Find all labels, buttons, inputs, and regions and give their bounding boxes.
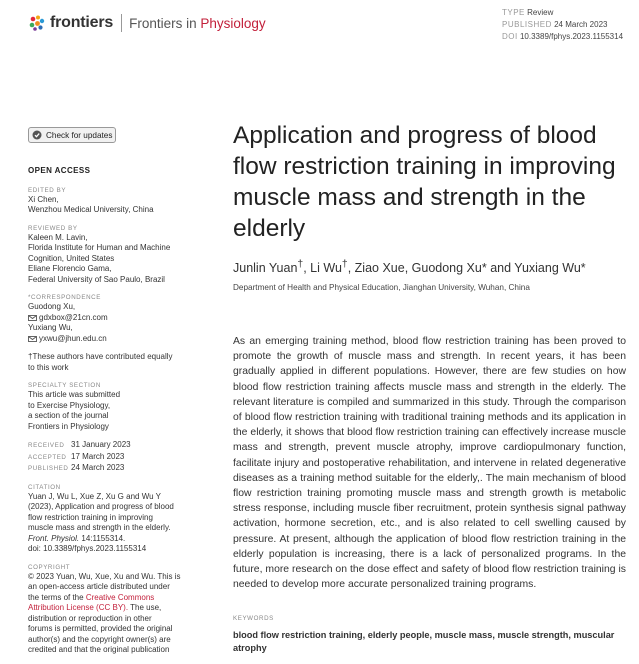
citation-section — [28, 483, 188, 555]
author-mark: † — [341, 259, 348, 270]
author-name[interactable]: Li Wu — [310, 261, 342, 276]
abstract-text: As an emerging training method, blood flow restriction training has been proved to promote the growth of muscle mass and strength. In recent years, it has been gradually applied in different populations. However, there are few studies on how blood flow restriction training affects muscle mass and strength in the elderly. The relevant literature is compiled and summarized in this study. Through the comparison of blood flow restriction training with traditional training methods and its application in the elderly, it shows that blood flow restriction training can effectively increase muscle mass and strength, prevent muscle atrophy, improve cardiopulmonary function, facilitate injury and postoperative rehabilitation, and intervene in related degenerative diseases as a training method suitable for the elderly,. The main mechanism of blood flow restriction training promoting muscle mass and strength growth is metabolic stress response, including muscle fiber recruitment, protein synthesis signal pathway activation, hormone secretion, etc., and is also related to cell swelling caused by pressure. At present, although the application of blood flow restriction training in the elderly population is increasing, there is a lack of personalized programs. In the future, more research on the dose effect and safety of blood flow restriction training is needed to develop more accurate personalized training programs. — [233, 336, 626, 591]
article-meta — [502, 7, 623, 43]
equal-note-line: †These authors have contributed equally — [28, 352, 173, 361]
copyright-line — [28, 593, 188, 604]
publisher-name: frontiers — [50, 14, 114, 31]
email-icon — [28, 336, 37, 342]
equal-contribution-note — [28, 352, 188, 373]
equal-note-line: to this work — [28, 362, 69, 372]
author-sep: , — [404, 261, 412, 276]
citation-volume: 14:1155314. — [79, 533, 126, 543]
corr-email-row-2 — [28, 334, 188, 345]
specialty-line: This article was submitted — [28, 390, 121, 399]
author-name[interactable]: Guodong Xu — [411, 261, 482, 276]
article-sidebar — [28, 166, 188, 664]
edited-by-section — [28, 186, 188, 216]
author-mark: * — [481, 261, 487, 276]
reviewed-by-heading: REVIEWED BY — [28, 224, 78, 232]
logo-divider — [121, 14, 122, 32]
author-sep: and — [486, 261, 515, 276]
published-key: PUBLISHED — [502, 20, 552, 29]
cc-license-link[interactable]: Creative Commons — [85, 592, 155, 602]
frontiers-logo-icon — [28, 14, 46, 32]
copyright-text: The use, — [128, 603, 162, 612]
correspondence-section — [28, 293, 188, 344]
meta-type — [502, 7, 623, 19]
email-icon — [28, 315, 37, 321]
copyright-line: distribution or reproduction in other — [28, 613, 152, 623]
edited-by-heading: EDITED BY — [28, 186, 67, 194]
doi-key: DOI — [502, 32, 518, 41]
author-name[interactable]: Ziao Xue — [354, 261, 405, 276]
published-value: 24 March 2023 — [554, 20, 608, 29]
specialty-heading: SPECIALTY SECTION — [28, 382, 101, 389]
accepted-date: 17 March 2023 — [71, 451, 125, 461]
received-key: RECEIVED — [28, 442, 65, 449]
published-key: PUBLISHED — [28, 465, 69, 472]
corr-email-2[interactable]: yxwu@jhun.edu.cn — [39, 333, 107, 343]
keywords-heading: KEYWORDS — [233, 615, 274, 622]
copyright-line: credited and that the original publication — [28, 645, 170, 654]
check-updates-icon — [32, 130, 42, 140]
doi-value[interactable]: 10.3389/fphys.2023.1155314 — [519, 32, 624, 41]
published-row — [28, 463, 188, 475]
cc-license-link[interactable]: Attribution License (CC BY). — [28, 603, 129, 612]
corr-name-2: Yuxiang Wu, — [28, 323, 73, 332]
specialty-line: a section of the journal — [28, 411, 109, 420]
dates-section — [28, 440, 188, 475]
published-date: 24 March 2023 — [71, 463, 125, 472]
copyright-line: © 2023 Yuan, Wu, Xue, Xu and Wu. This is — [28, 571, 181, 581]
type-value: Review — [527, 8, 554, 17]
author-sep: , — [303, 261, 311, 276]
copyright-line: forums is permitted, provided the original — [28, 624, 173, 633]
journal-prefix: Frontiers in — [129, 15, 201, 31]
copyright-line — [28, 603, 188, 614]
reviewer-line: Federal University of Sao Paulo, Brazil — [28, 274, 165, 284]
type-key: TYPE — [502, 8, 525, 17]
check-updates-label: Check for updates — [46, 130, 113, 140]
citation-line: Yuan J, Wu L, Xue Z, Xu G and Wu Y — [28, 491, 161, 501]
copyright-line: author(s) and the copyright owner(s) are — [28, 634, 171, 644]
corr-email-row-1 — [28, 313, 188, 324]
citation-doi[interactable]: doi: 10.3389/fphys.2023.1155314 — [28, 544, 147, 553]
editor-name: Xi Chen, — [28, 194, 59, 204]
copyright-line: an open-access article distributed under — [28, 582, 170, 591]
open-access-label: OPEN ACCESS — [28, 166, 91, 175]
author-affiliation: Department of Health and Physical Education, Jianghan University, Wuhan, China — [233, 283, 530, 292]
citation-heading: CITATION — [28, 483, 61, 491]
citation-line: flow restriction training in improving — [28, 512, 153, 522]
journal-name — [129, 16, 266, 31]
corr-name-1: Guodong Xu, — [28, 302, 76, 311]
copyright-section — [28, 563, 188, 656]
reviewer-line: Florida Institute for Human and Machine — [28, 243, 171, 252]
reviewer-line: Eliane Florencio Gama, — [28, 264, 112, 273]
author-mark: * — [580, 261, 586, 276]
citation-line: muscle mass and strength in the elderly. — [28, 523, 171, 532]
copyright-text: the terms of the — [28, 592, 86, 602]
author-list — [233, 259, 586, 275]
meta-published — [502, 19, 623, 31]
correspondence-heading: *CORRESPONDENCE — [28, 294, 101, 301]
reviewer-line: Cognition, United States — [28, 253, 115, 263]
reviewed-by-section — [28, 224, 188, 286]
author-name[interactable]: Junlin Yuan — [233, 261, 298, 276]
corr-email-1[interactable]: gdxbox@21cn.com — [39, 312, 108, 322]
citation-journal-line — [28, 534, 188, 545]
editor-affiliation: Wenzhou Medical University, China — [28, 205, 154, 214]
reviewer-line: Kaleen M. Lavin, — [28, 232, 88, 242]
article-title: Application and progress of blood flow restriction training in improving muscle mass and strength in the elderly — [233, 122, 616, 242]
copyright-heading: COPYRIGHT — [28, 563, 71, 571]
specialty-line: to Exercise Physiology, — [28, 400, 111, 410]
author-mark: † — [297, 259, 304, 270]
meta-doi — [502, 31, 623, 43]
keywords-list: blood flow restriction training, elderly people, muscle mass, muscle strength, muscular atrophy — [233, 630, 615, 653]
received-date: 31 January 2023 — [71, 440, 131, 449]
journal-field: Physiology — [200, 15, 266, 31]
author-name[interactable]: Yuxiang Wu — [514, 261, 581, 276]
author-sep: , — [347, 261, 355, 276]
specialty-section — [28, 381, 188, 432]
citation-line: (2023), Application and progress of blood — [28, 502, 174, 511]
publisher-logo[interactable] — [28, 12, 266, 34]
received-row — [28, 440, 188, 452]
check-for-updates-button[interactable] — [28, 127, 116, 143]
citation-journal: Front. Physiol. — [28, 533, 80, 543]
accepted-key: ACCEPTED — [28, 453, 67, 461]
accepted-row — [28, 452, 188, 464]
specialty-line: Frontiers in Physiology — [28, 421, 109, 431]
